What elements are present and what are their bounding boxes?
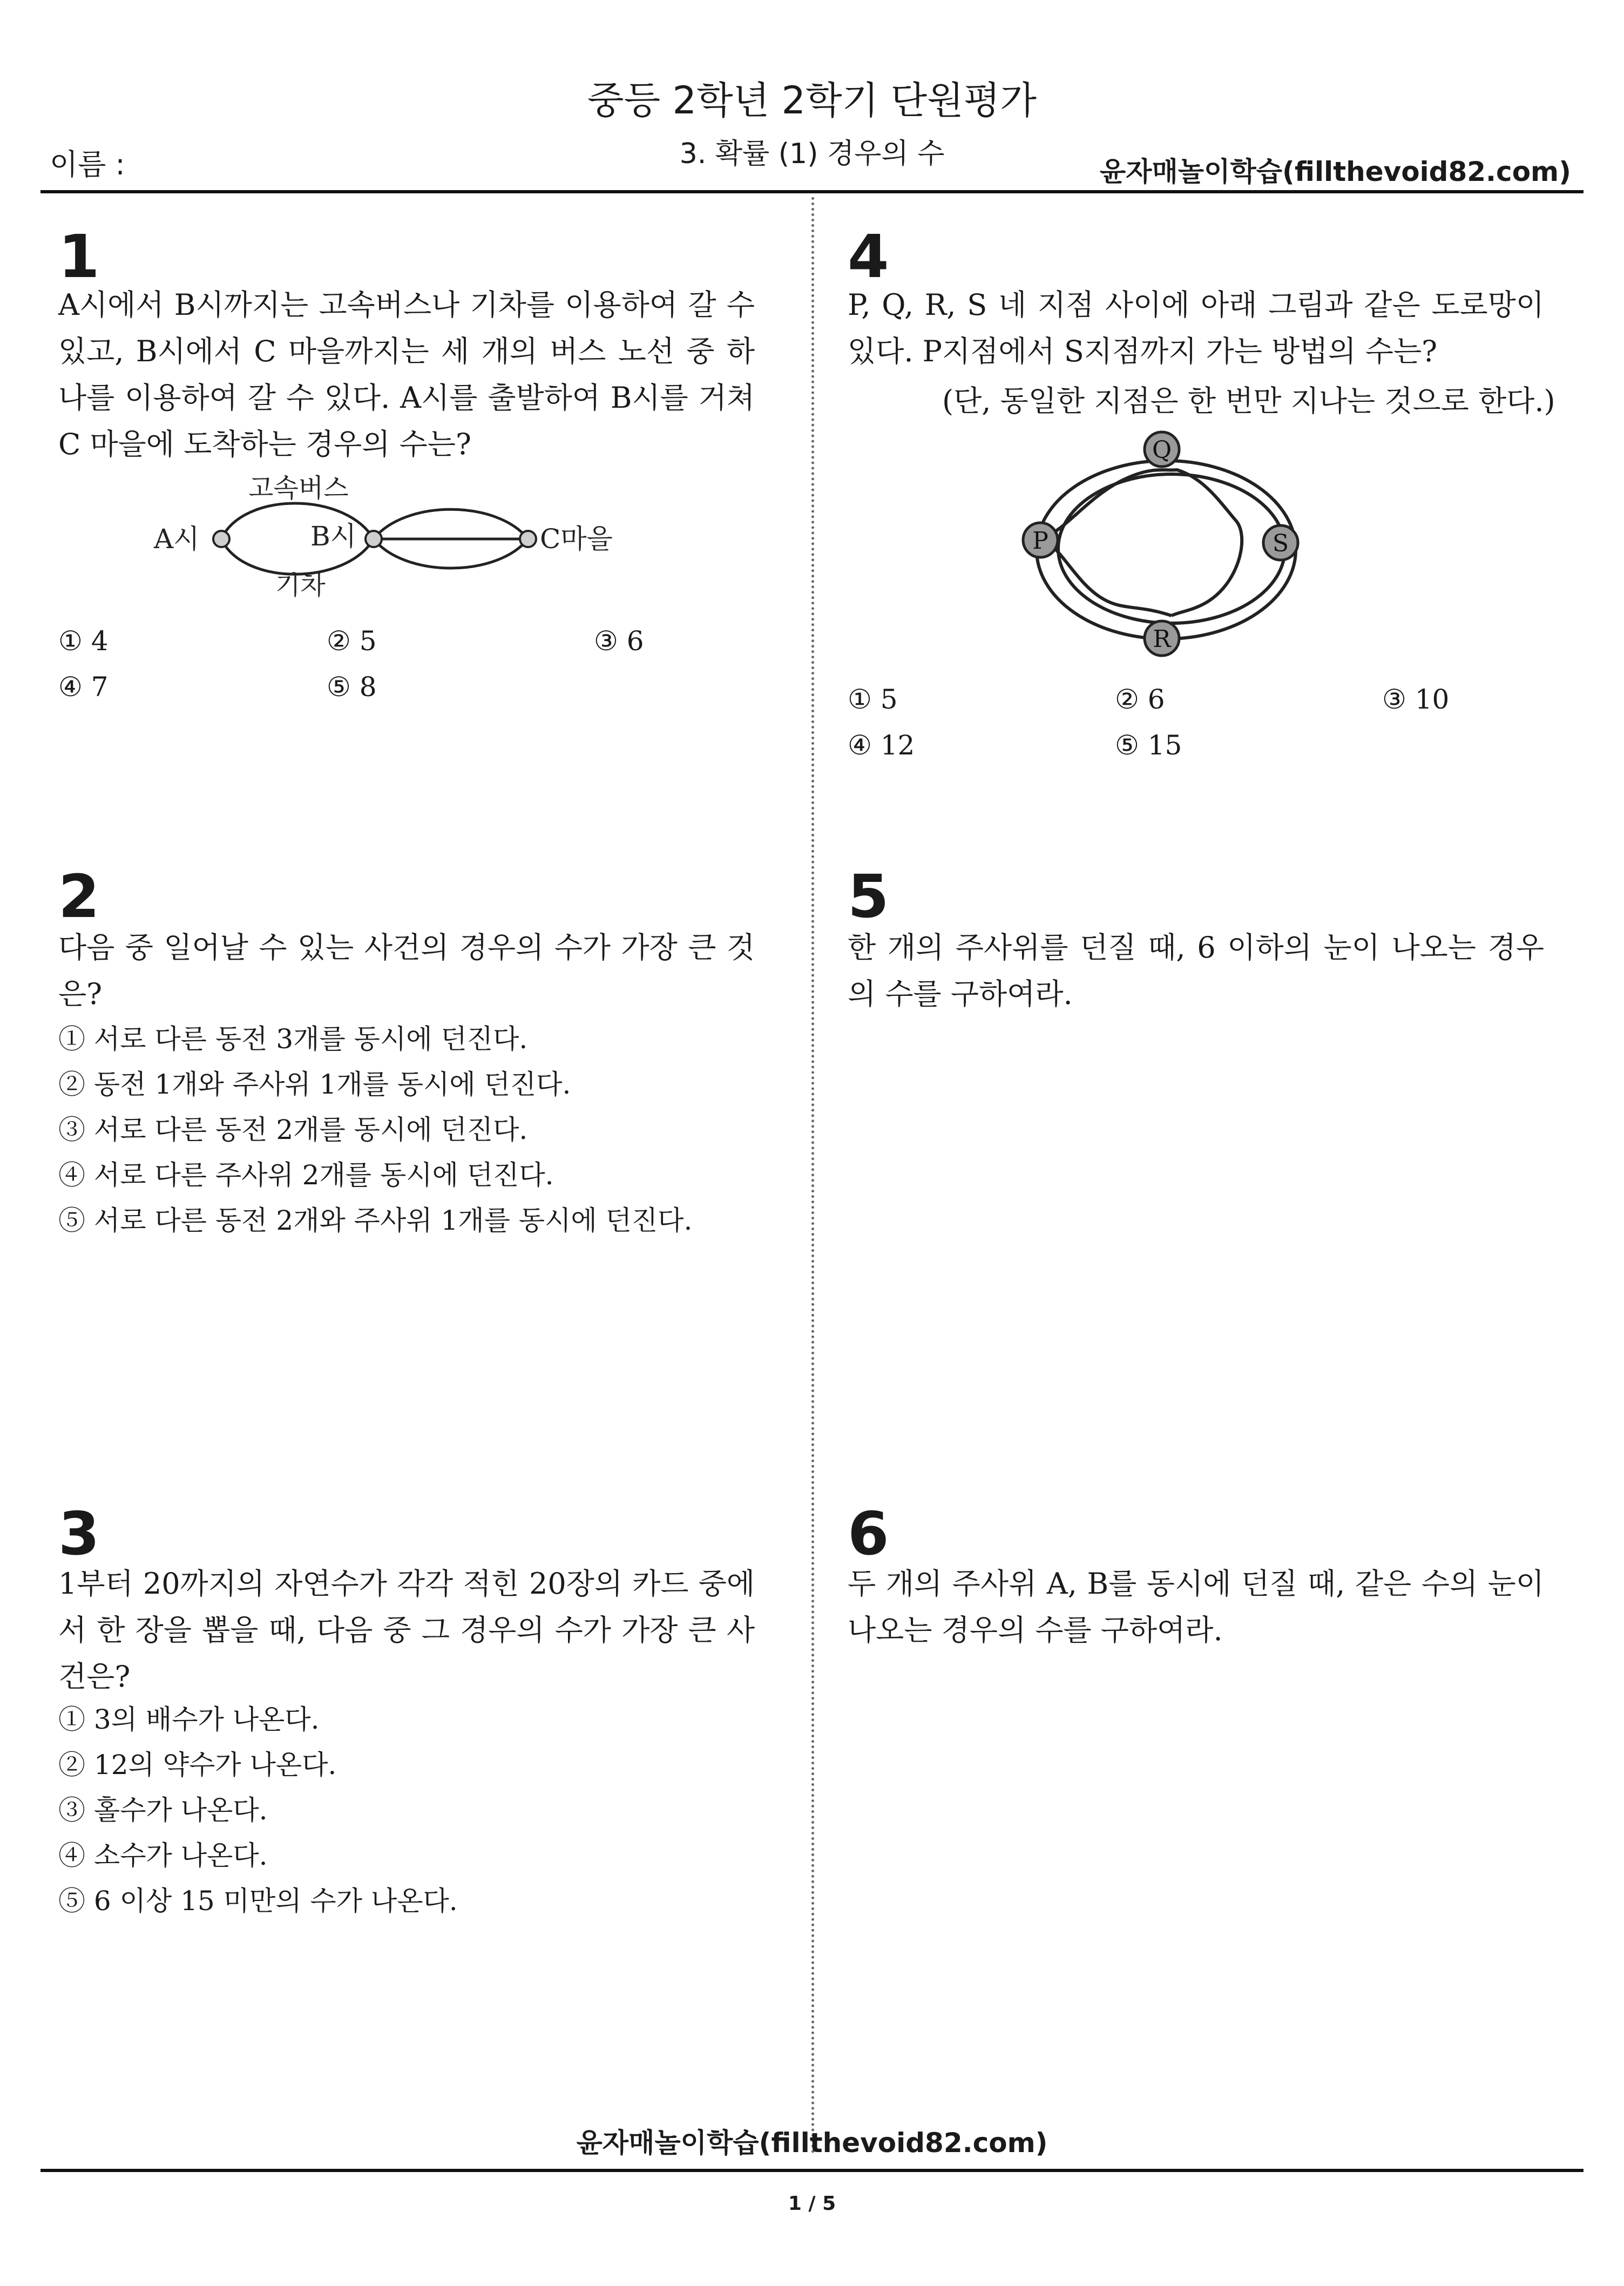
question-2-option-4[interactable]: ④ 서로 다른 주사위 2개를 동시에 던진다. — [58, 1159, 554, 1191]
question-1-number: 1 — [58, 222, 100, 291]
question-5-number: 5 — [848, 862, 889, 931]
label-q: Q — [1152, 436, 1172, 464]
question-4-road-network — [1010, 427, 1312, 675]
question-6-number: 6 — [848, 1499, 889, 1568]
question-2-option-2[interactable]: ② 동전 1개와 주사위 1개를 동시에 던진다. — [58, 1069, 571, 1100]
question-1-option-3[interactable]: ③ 6 — [594, 625, 644, 657]
question-1-option-4[interactable]: ④ 7 — [58, 671, 109, 703]
wiggly-road-2 — [1039, 540, 1172, 616]
unit-subtitle: 3. 확률 (1) 경우의 수 — [679, 138, 945, 170]
question-3-option-2[interactable]: ② 12의 약수가 나온다. — [58, 1749, 337, 1781]
label-c: C마을 — [540, 523, 613, 555]
node-c — [520, 531, 536, 547]
question-4-option-1[interactable]: ① 5 — [848, 684, 898, 715]
outer-road — [1037, 461, 1296, 639]
name-label: 이름 : — [50, 147, 125, 181]
label-train: 기차 — [275, 570, 326, 601]
question-1-option-2[interactable]: ② 5 — [327, 625, 377, 657]
label-s: S — [1272, 530, 1289, 557]
label-b: B시 — [310, 521, 357, 552]
node-b — [366, 531, 382, 547]
page-number: 1 / 5 — [788, 2193, 836, 2215]
question-6-text: 두 개의 주사위 A, B를 동시에 던질 때, 같은 수의 눈이 나오는 경우의 수를 구하여라. — [848, 1567, 1544, 1647]
header-rule — [40, 190, 1584, 193]
question-4-note: (단, 동일한 지점은 한 번만 지나는 것으로 한다.) — [942, 384, 1555, 418]
inner-road — [1058, 474, 1285, 623]
question-1-option-1[interactable]: ① 4 — [58, 625, 109, 657]
question-4-option-2[interactable]: ② 6 — [1115, 684, 1165, 715]
question-2-option-1[interactable]: ① 서로 다른 동전 3개를 동시에 던진다. — [58, 1023, 528, 1055]
page-title: 중등 2학년 2학기 단원평가 — [587, 78, 1037, 123]
bus-line-1 — [374, 509, 528, 539]
question-1-route-diagram — [146, 470, 632, 610]
question-3-text: 1부터 20까지의 자연수가 각각 적힌 20장의 카드 중에서 한 장을 뽑을 때, 다음 중 그 경우의 수가 가장 큰 사건은? — [58, 1567, 755, 1694]
question-1-option-5[interactable]: ⑤ 8 — [327, 671, 377, 703]
bus-line-3 — [374, 539, 528, 568]
question-3-option-3[interactable]: ③ 홀수가 나온다. — [58, 1795, 268, 1826]
footer-rule — [40, 2169, 1584, 2172]
header-brand: 윤자매놀이학습(fillthevoid82.com) — [1099, 156, 1571, 187]
question-5-text: 한 개의 주사위를 던질 때, 6 이하의 눈이 나오는 경우의 수를 구하여라. — [848, 930, 1544, 1011]
question-4-option-4[interactable]: ④ 12 — [848, 730, 915, 761]
question-2-text: 다음 중 일어날 수 있는 사건의 경우의 수가 가장 큰 것은? — [58, 930, 755, 1011]
node-a — [213, 531, 229, 547]
question-2-option-3[interactable]: ③ 서로 다른 동전 2개를 동시에 던진다. — [58, 1114, 528, 1145]
column-divider — [811, 197, 814, 2155]
label-p: P — [1032, 527, 1048, 555]
question-3-option-1[interactable]: ① 3의 배수가 나온다. — [58, 1704, 320, 1735]
label-r: R — [1153, 625, 1171, 653]
question-3-number: 3 — [58, 1499, 100, 1568]
footer-brand: 윤자매놀이학습(fillthevoid82.com) — [576, 2127, 1048, 2159]
question-1-text: A시에서 B시까지는 고속버스나 기차를 이용하여 갈 수 있고, B시에서 C 마을까지는 세 개의 버스 노선 중 하나를 이용하여 갈 수 있다. A시를 출발하여 B시를 거쳐 C 마을에 도착하는 경우의 수는? — [58, 288, 755, 461]
question-3-option-4[interactable]: ④ 소수가 나온다. — [58, 1840, 268, 1871]
question-4-option-5[interactable]: ⑤ 15 — [1115, 730, 1182, 761]
label-a: A시 — [154, 523, 200, 555]
question-2-option-5[interactable]: ⑤ 서로 다른 동전 2개와 주사위 1개를 동시에 던진다. — [58, 1205, 693, 1236]
question-4-option-3[interactable]: ③ 10 — [1382, 684, 1450, 715]
question-4-number: 4 — [848, 222, 889, 291]
question-2-number: 2 — [58, 862, 100, 931]
question-4-text: P, Q, R, S 네 지점 사이에 아래 그림과 같은 도로망이 있다. P지점에서 S지점까지 가는 방법의 수는? — [848, 288, 1544, 368]
question-3-option-5[interactable]: ⑤ 6 이상 15 미만의 수가 나온다. — [58, 1885, 458, 1917]
label-express-bus: 고속버스 — [248, 473, 349, 503]
